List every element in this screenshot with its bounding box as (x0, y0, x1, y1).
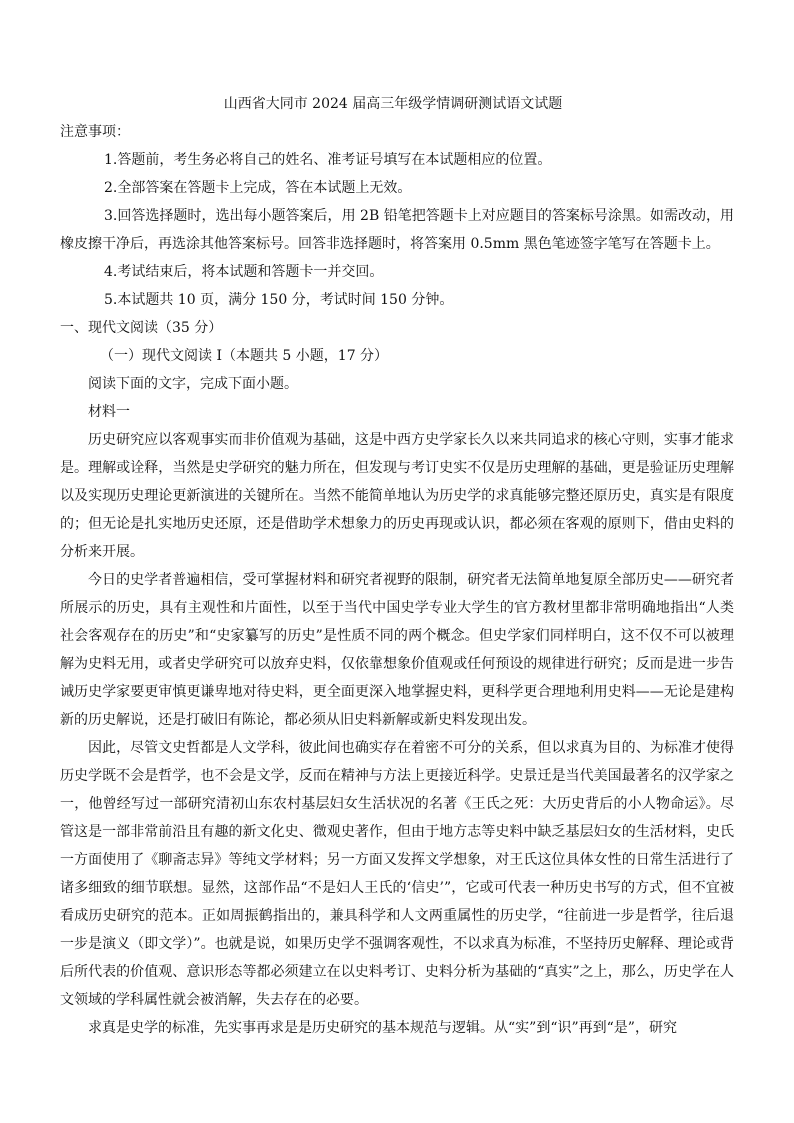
passage-paragraph: 今日的史学者普遍相信，受可掌握材料和研究者视野的限制，研究者无法简单地复原全部历史——研究者所展示的历史，具有主观性和片面性，以至于当代中国史学专业大学生的官方教材里都非常明确地指出“人类社会客观存在的历史”和“史家纂写的历史”是性质不同的两个概念。但史学家们同样明白，这不仅不可以被理解为史料无用，或者史学研究可以放弃史料，仅依靠想象价值观或任何预设的规律进行研究；反而是进一步告诫历史学家要更审慎更谦卑地对待史料，更全面更深入地掌握史料，更科学更合理地利用史料——无论是建构新的历史解说，还是打破旧有陈论，都必须从旧史料新解或新史料发现出发。 (60, 572, 734, 728)
exam-page (60, 90, 734, 1042)
reading-instruction: 阅读下面的文字，完成下面小题。 (88, 376, 298, 392)
material-label: 材料一 (88, 404, 130, 420)
section-subheading: （一）现代文阅读 I（本题共 5 小题，17 分） (100, 348, 389, 364)
notice-item-4: 4.考试结束后，将本试题和答题卡一并交回。 (104, 264, 384, 280)
notice-heading: 注意事项： (60, 124, 130, 140)
passage-paragraph: 因此，尽管文史哲都是人文学科，彼此间也确实存在着密不可分的关系，但以求真为目的、为标准才使得历史学既不会是哲学，也不会是文学，反而在精神与方法上更接近科学。史景迁是当代美国最著名的汉学家之一，他曾经写过一部研究清初山东农村基层妇女生活状况的名著《王氏之死：大历史背后的小人物命运》。尽管这是一部非常前沿且有趣的新文化史、微观史著作，但由于地方志等史料中缺乏基层妇女的生活材料，史氏一方面使用了《聊斋志异》等纯文学材料；另一方面又发挥文学想象，对王氏这位具体女性的日常生活进行了诸多细致的细节联想。显然，这部作品“不是妇人王氏的‘信史’”，它或可代表一种历史书写的方式，但不宜被看成历史研究的范本。正如周振鹤指出的，兼具科学和人文两重属性的历史学，“往前进一步是哲学，往后退一步是演义（即文学）”。也就是说，如果历史学不强调客观性，不以求真为标准，不坚持历史解释、理论或背后所代表的价值观、意识形态等都必须建立在以史料考订、史料分析为基础的“真实”之上，那么，历史学在人文领域的学科属性就会被消解，失去存在的必要。 (60, 740, 734, 1008)
notice-item-1: 1.答题前，考生务必将自己的姓名、准考证号填写在本试题相应的位置。 (104, 152, 552, 168)
notice-item-3: 3.回答选择题时，选出每小题答案后，用 2B 铅笔把答题卡上对应题目的答案标号涂黑。如需改动，用橡皮擦干净后，再选涂其他答案标号。回答非选择题时，将答案用 0.5mm 黑色笔迹签字笔写在答题卡上。 (60, 208, 734, 252)
passage-paragraph: 求真是史学的标准，先实事再求是是历史研究的基本规范与逻辑。从“实”到“识”再到“是”，研究 (88, 1020, 677, 1036)
section-heading: 一、现代文阅读（35 分） (60, 320, 223, 336)
notice-item-2: 2.全部答案在答题卡上完成，答在本试题上无效。 (104, 180, 412, 196)
passage-paragraph: 历史研究应以客观事实而非价值观为基础，这是中西方史学家长久以来共同追求的核心守则，实事才能求是。理解或诠释，当然是史学研究的魅力所在，但发现与考订史实不仅是历史理解的基础，更是验证历史理解以及实现历史理论更新演进的关键所在。当然不能简单地认为历史学的求真能够完整还原历史，真实是有限度的；但无论是扎实地历史还原，还是借助学术想象力的历史再现或认识，都必须在客观的原则下，借由史料的分析来开展。 (60, 432, 734, 560)
notice-item-5: 5.本试题共 10 页，满分 150 分，考试时间 150 分钟。 (104, 292, 454, 308)
exam-title: 山西省大同市 2024 届高三年级学情调研测试语文试题 (223, 96, 563, 112)
